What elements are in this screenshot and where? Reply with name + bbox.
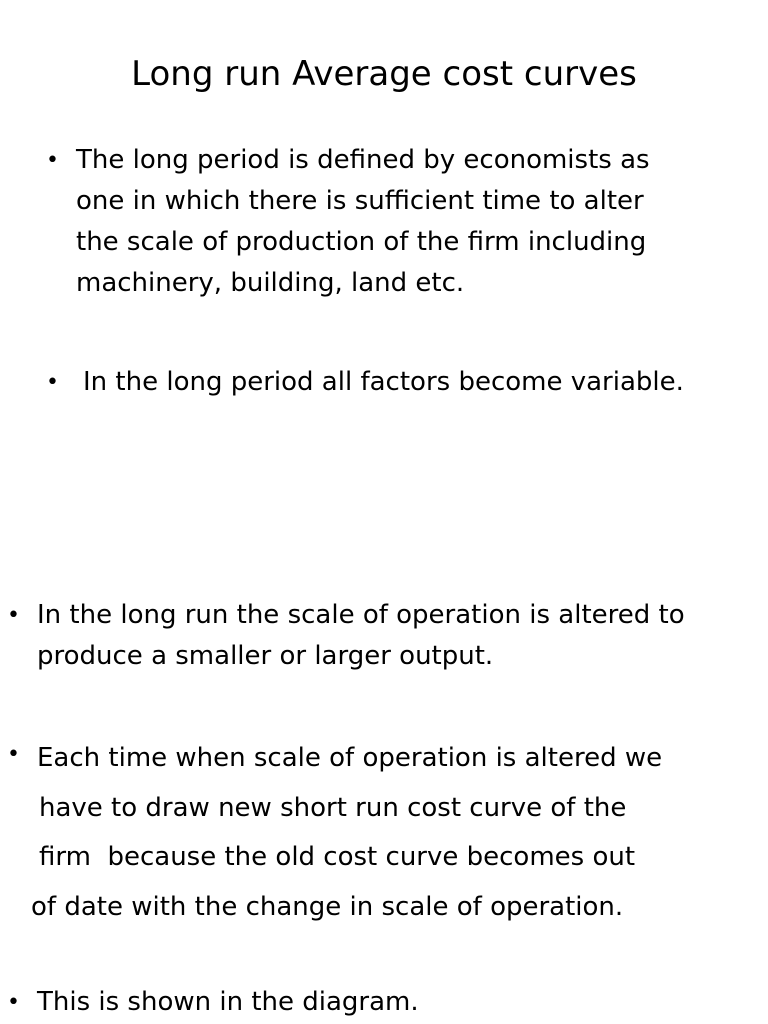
bullet-dot: • (7, 742, 20, 767)
bullet-point-new-short-run-curve (7, 734, 762, 932)
bullet-dot: • (7, 603, 20, 628)
bullet-line: In the long run the scale of operation is altered to (37, 600, 685, 630)
bullet-dot: • (46, 370, 59, 395)
bullet-line: the scale of production of the firm including (76, 227, 647, 257)
bullet-line: machinery, building, land etc. (76, 268, 465, 298)
bullet-line: have to draw new short run cost curve of the (39, 792, 627, 823)
bullet-line: one in which there is sufficient time to alter (76, 186, 644, 216)
bullet-point-scale-altered (7, 595, 762, 677)
bullet-line: This is shown in the diagram. (37, 987, 419, 1017)
bullet-line: In the long period all factors become variable. (83, 367, 684, 397)
bullet-line: of date with the change in scale of operation. (31, 891, 624, 922)
bullet-point-factors-variable (46, 362, 763, 403)
slide-title: Long run Average cost curves (131, 54, 637, 94)
bullet-line: firm because the old cost curve becomes out (39, 842, 636, 872)
bullet-dot: • (46, 148, 59, 173)
bullet-point-diagram-reference (7, 982, 762, 1023)
bullet-dot: • (7, 990, 20, 1015)
bullet-point-long-period-definition (46, 140, 756, 304)
bullet-line: Each time when scale of operation is altered we (37, 743, 663, 773)
bullet-line: The long period is defined by economists as (76, 145, 650, 175)
bullet-line: produce a smaller or larger output. (37, 641, 494, 671)
